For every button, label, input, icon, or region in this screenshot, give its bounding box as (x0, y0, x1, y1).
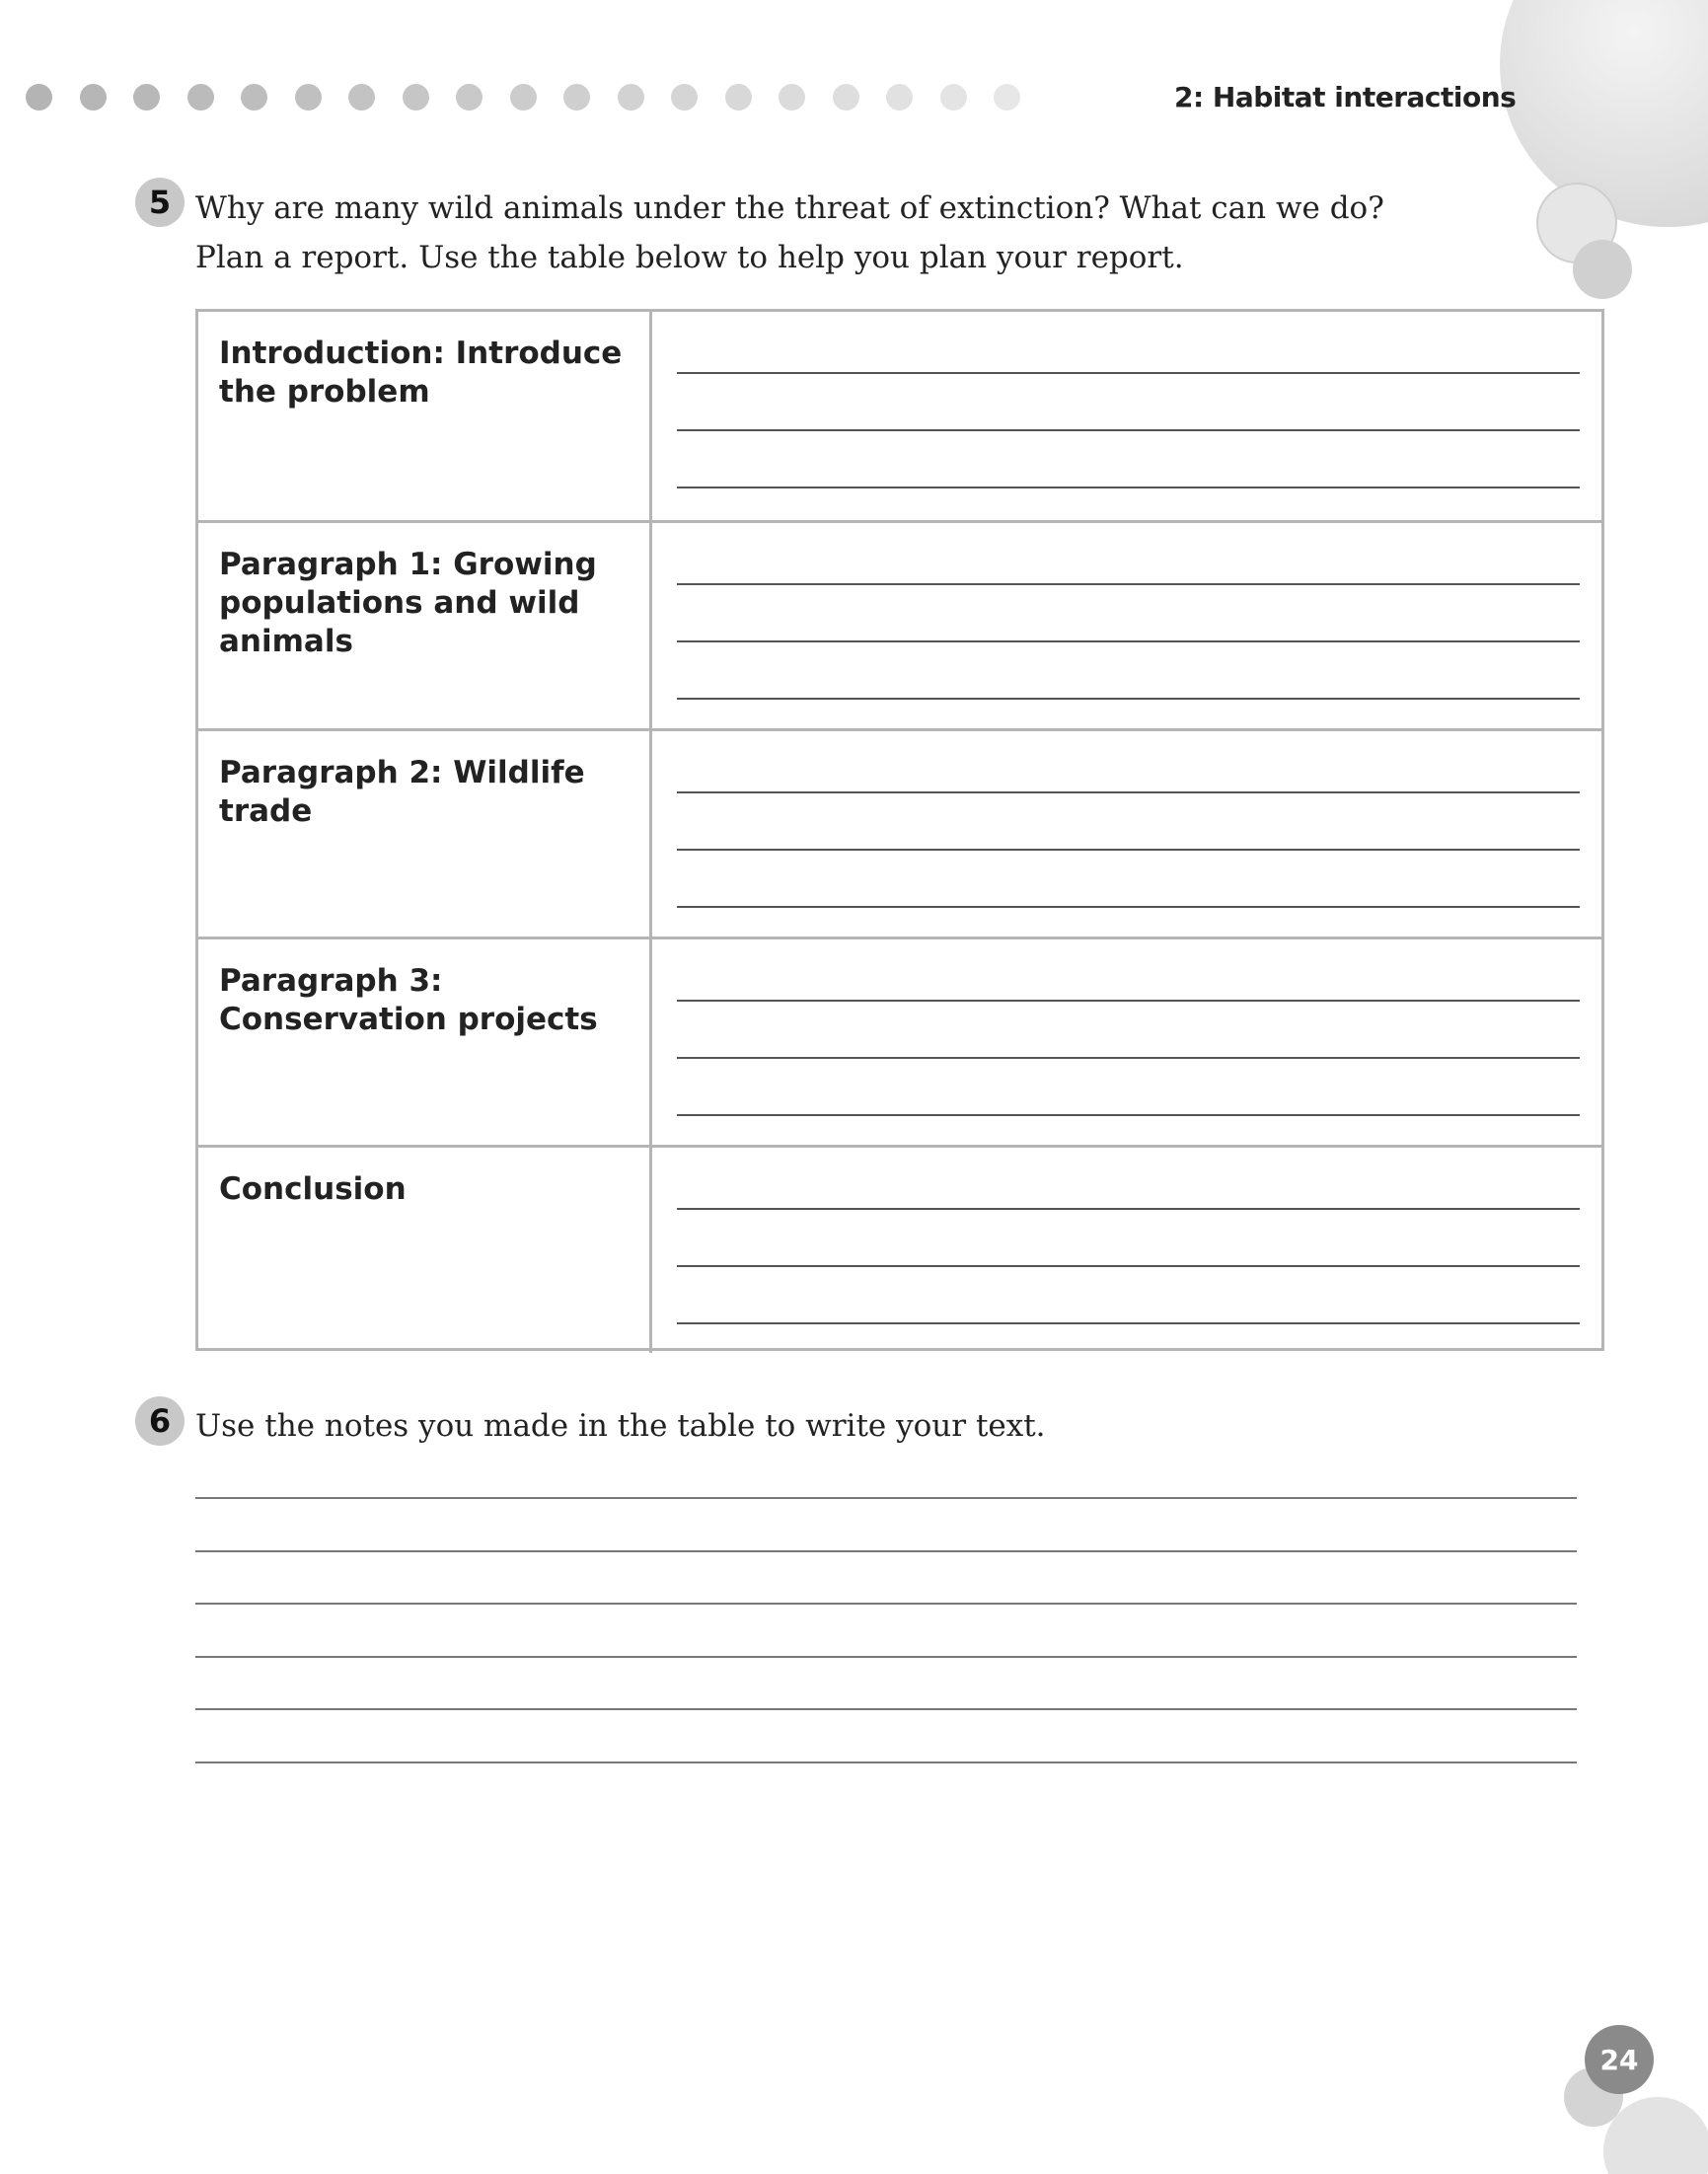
answer-line (677, 698, 1580, 700)
answer-line (195, 1656, 1577, 1658)
progress-dot (295, 84, 322, 111)
question-number-badge: 6 (135, 1396, 185, 1446)
question-6-text: Use the notes you made in the table to write your text. (195, 1408, 1046, 1444)
progress-dot (133, 84, 160, 111)
row-label: Paragraph 1: Growing populations and wild animals (198, 523, 652, 728)
progress-dot (833, 84, 859, 111)
answer-line (677, 1114, 1580, 1116)
progress-dot (348, 84, 375, 111)
answer-line (677, 640, 1580, 642)
answer-line (195, 1550, 1577, 1552)
row-label: Introduction: Introduce the problem (198, 312, 652, 520)
answer-line (195, 1762, 1577, 1763)
answer-line (677, 372, 1580, 374)
answer-line (677, 487, 1580, 488)
table-row (198, 1145, 1601, 1353)
progress-dot (563, 84, 590, 111)
decorative-bubble (1573, 240, 1632, 299)
answer-line (195, 1497, 1577, 1499)
writing-area[interactable] (652, 312, 1601, 520)
table-row (198, 312, 1601, 520)
row-label: Paragraph 2: Wildlife trade (198, 731, 652, 937)
report-plan-table (195, 309, 1604, 1351)
answer-line (677, 583, 1580, 585)
question-5-line-1: Why are many wild animals under the threat of extinction? What can we do? (195, 190, 1384, 226)
progress-dot (886, 84, 913, 111)
table-row (198, 728, 1601, 937)
progress-dot (241, 84, 267, 111)
answer-line (677, 1000, 1580, 1002)
writing-area[interactable] (652, 1148, 1601, 1353)
chapter-title: 2: Habitat interactions (1174, 81, 1517, 113)
row-label: Paragraph 3: Conservation projects (198, 939, 652, 1145)
question-5-text (195, 184, 1384, 282)
progress-dot (940, 84, 967, 111)
progress-dot (618, 84, 644, 111)
writing-area[interactable] (652, 939, 1601, 1145)
answer-line (677, 1208, 1580, 1210)
answer-line (677, 849, 1580, 851)
row-label: Conclusion (198, 1148, 652, 1353)
answer-line (677, 906, 1580, 908)
answer-line (195, 1708, 1577, 1710)
question-number-badge: 5 (135, 178, 185, 227)
answer-line (677, 429, 1580, 431)
writing-area[interactable] (652, 731, 1601, 937)
progress-dot (725, 84, 752, 111)
answer-line (677, 1322, 1580, 1324)
table-row (198, 520, 1601, 728)
table-row (198, 937, 1601, 1145)
progress-dot (26, 84, 52, 111)
progress-dot (80, 84, 107, 111)
page-number: 24 (1585, 2025, 1654, 2094)
progress-dot (779, 84, 805, 111)
answer-line (677, 1265, 1580, 1267)
question-5-line-2: Plan a report. Use the table below to help you plan your report. (195, 240, 1184, 275)
progress-dot (456, 84, 483, 111)
answer-line (677, 791, 1580, 793)
progress-dot (671, 84, 698, 111)
progress-dot (510, 84, 537, 111)
progress-dots (26, 84, 1020, 111)
answer-line (677, 1057, 1580, 1059)
progress-dot (187, 84, 214, 111)
progress-dot (403, 84, 429, 111)
answer-line (195, 1603, 1577, 1605)
progress-dot (994, 84, 1020, 111)
writing-area[interactable] (652, 523, 1601, 728)
